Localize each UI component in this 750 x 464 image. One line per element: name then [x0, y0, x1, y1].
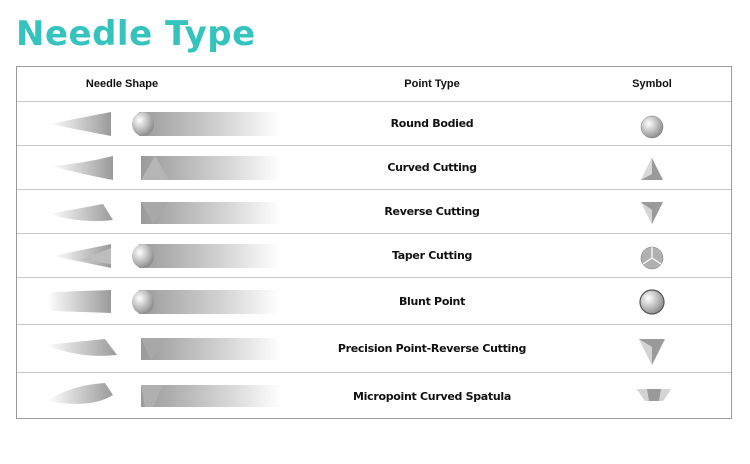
point-type-label: Curved Cutting — [387, 161, 477, 174]
table-row — [17, 325, 731, 373]
table-row — [17, 190, 731, 234]
page-title: Needle Type — [16, 14, 256, 54]
circle-triangle-symbol-icon — [637, 234, 667, 278]
header-needle-shape: Needle Shape — [85, 78, 159, 90]
reverse-cutting-needle-icon — [41, 190, 281, 234]
triangle-down-symbol-icon — [637, 190, 667, 234]
table-row — [17, 146, 731, 190]
table-row — [17, 373, 731, 419]
triangle-down-large-symbol-icon — [637, 325, 667, 373]
point-type-label: Precision Point-Reverse Cutting — [337, 342, 527, 355]
triangle-up-symbol-icon — [637, 146, 667, 190]
round-sphere-symbol-icon — [637, 102, 667, 146]
point-type-label: Taper Cutting — [391, 249, 473, 262]
micropoint-spatula-needle-icon — [41, 373, 281, 419]
round-bodied-needle-icon — [41, 102, 281, 146]
point-type-label: Reverse Cutting — [384, 205, 480, 218]
point-type-label: Blunt Point — [398, 294, 466, 308]
taper-cutting-needle-icon — [41, 234, 281, 278]
needle-type-table — [16, 66, 732, 419]
table-row — [17, 234, 731, 278]
curved-cutting-needle-icon — [41, 146, 281, 190]
blunt-point-needle-icon — [41, 278, 281, 325]
table-header-row — [17, 67, 731, 102]
trapezoid-symbol-icon — [637, 373, 671, 419]
circle-symbol-icon — [637, 278, 667, 325]
point-type-label: Micropoint Curved Spatula — [352, 389, 511, 403]
point-type-label: Round Bodied — [390, 117, 474, 130]
header-point-type: Point Type — [404, 78, 460, 90]
table-row — [17, 102, 731, 146]
precision-reverse-needle-icon — [41, 325, 281, 373]
table-row — [17, 278, 731, 325]
header-symbol: Symbol — [632, 78, 672, 90]
